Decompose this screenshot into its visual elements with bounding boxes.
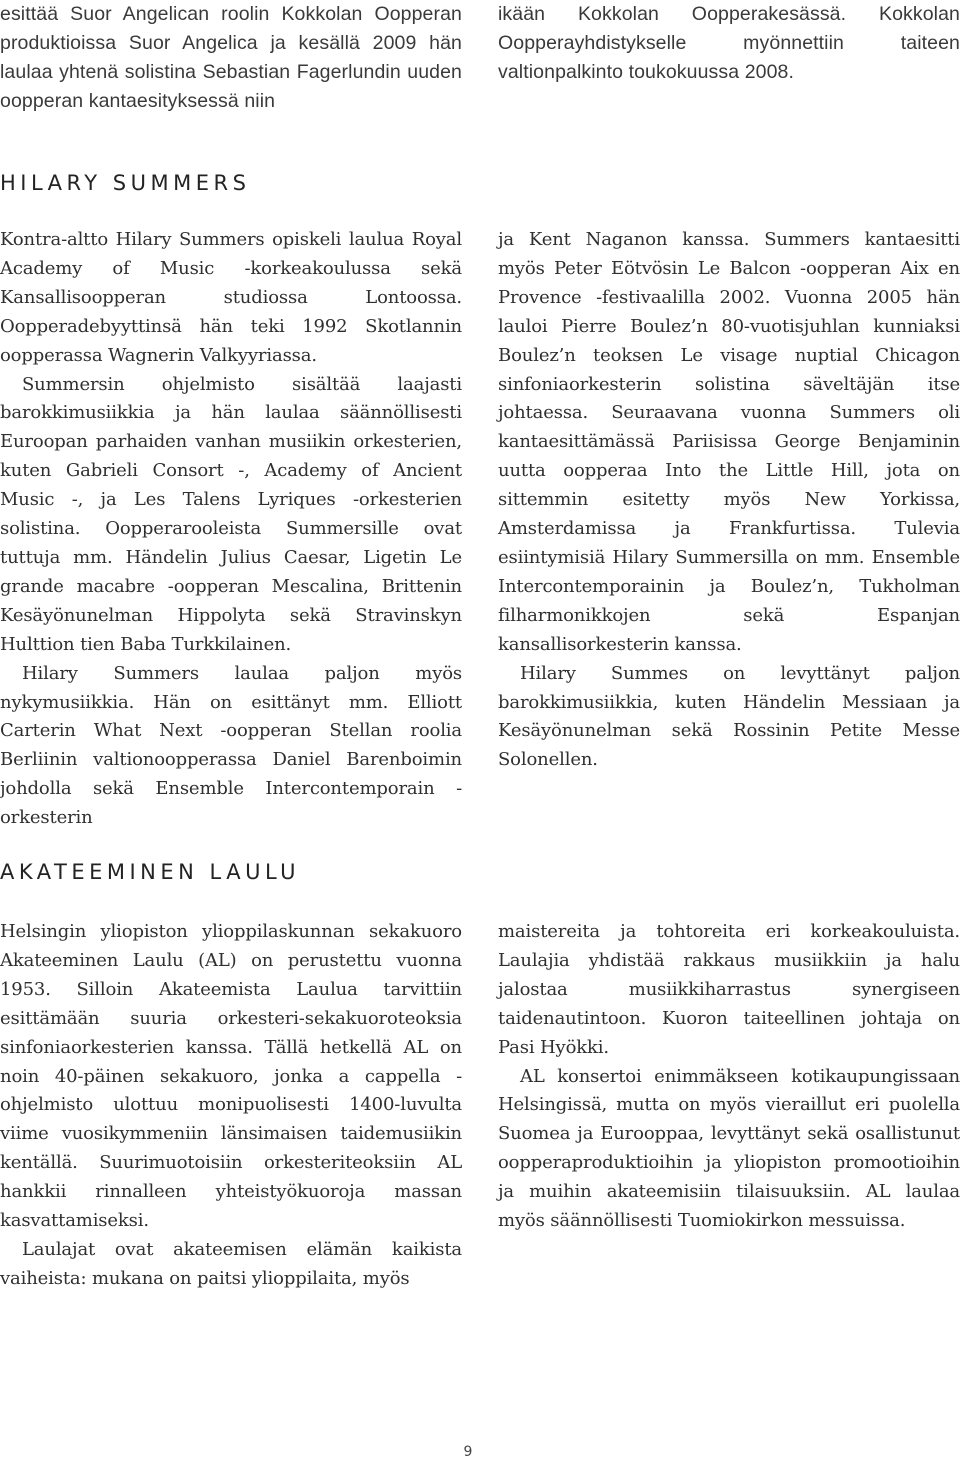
summers-left-column [0, 226, 462, 833]
paragraph: Summersin ohjelmisto sisältää laajasti barokkimusiikkia ja hän laulaa säännöllisesti Euroopan parhaiden vanhan musiikin orkesterien, kuten Gabrieli Consort -, Academy of Ancient Music -, ja Les Talens Lyriques -orkesterien solistina. Oopperarooleista Summersille ovat tuttuja mm. Händelin Julius Caesar, Ligetin Le grande macabre -oopperan Mescalina, Brittenin Kesäyönunelman Hippolyta sekä Stravinskyn Hulttion tien Baba Turkkilainen. [0, 373, 462, 655]
laulu-left-column [0, 918, 462, 1294]
paragraph: maistereita ja tohtoreita eri korkeakouluista. Laulajia yhdistää rakkaus musiikkiin ja halu jalostaa musiikkiharrastus synergiseen taidenautintoon. Kuoron taiteellinen johtaja on Pasi Hyökki. [498, 921, 960, 1058]
paragraph: Laulajat ovat akateemisen elämän kaikista vaiheista: mukana on paitsi ylioppilaita, myös [0, 1238, 462, 1289]
intro-left-column [0, 0, 462, 116]
intro-right-column [498, 0, 960, 116]
section-heading-akateeminen-laulu: AKATEEMINEN LAULU [0, 860, 300, 884]
summers-right-column [498, 226, 960, 833]
section-heading-hilary-summers: HILARY SUMMERS [0, 171, 251, 195]
paragraph: ikään Kokkolan Oopperakesässä. Kokkolan Oopperayhdistykselle myönnettiin taiteen valtionpalkinto toukokuussa 2008. [498, 3, 960, 83]
page-number: 9 [463, 1444, 473, 1460]
paragraph: ja Kent Naganon kanssa. Summers kantaesitti myös Peter Eötvösin Le Balcon -oopperan Aix en Provence -festivaalilla 2002. Vuonna 2005 hän lauloi Pierre Boulez’n 80-vuotisjuhlan kunniaksi Boulez’n teoksen Le visage nuptial Chicagon sinfoniaorkesterin solistina säveltäjän itse johtaessa. Seuraavana vuonna Summers oli kantaesittämässä Pariisissa George Benjaminin uutta oopperaa Into the Little Hill, jota on sittemmin esitetty myös New Yorkissa, Amsterdamissa ja Frankfurtissa. Tulevia esiintymisiä Hilary Summersilla on mm. Ensemble Intercontemporainin ja Boulez’n, Tukholman filharmonikkojen sekä Espanjan kansallisorkesterin kanssa. [498, 229, 960, 655]
intro-section [0, 0, 960, 116]
paragraph: Helsingin yliopiston ylioppilaskunnan sekakuoro Akateeminen Laulu (AL) on perustettu vuonna 1953. Silloin Akateemista Laulua tarvittiin esittämään suuria orkesteri-sekakuoroteoksia sinfoniaorkesterien kanssa. Tällä hetkellä AL on noin 40-päinen sekakuoro, jonka a cappella -ohjelmisto ulottuu monipuolisesti 1400-luvulta viime vuosikymmeniin länsimaisen taidemusiikin kentällä. Suurimuotoisiin orkesteriteoksiin AL hankkii rinnalleen yhteistyökuoroja massan kasvattamiseksi. [0, 921, 462, 1232]
laulu-right-column [498, 918, 960, 1294]
paragraph: Hilary Summes on levyttänyt paljon barokkimusiikkia, kuten Händelin Messiaan ja Kesäyönunelman sekä Rossinin Petite Messe Solonellen. [498, 662, 960, 771]
paragraph: esittää Suor Angelican roolin Kokkolan Oopperan produktioissa Suor Angelica ja kesällä 2009 hän laulaa yhtenä solistina Sebastian Fagerlundin uuden oopperan kantaesityksessä niin [0, 3, 462, 112]
hilary-summers-section [0, 226, 960, 833]
paragraph: Kontra-altto Hilary Summers opiskeli laulua Royal Academy of Music -korkeakoulussa sekä Kansallisoopperan studiossa Lontoossa. Oopperadebyyttinsä hän teki 1992 Skotlannin oopperassa Wagnerin Valkyyriassa. [0, 229, 462, 366]
paragraph: Hilary Summers laulaa paljon myös nykymusiikkia. Hän on esittänyt mm. Elliott Carterin What Next -oopperan Stellan roolia Berliinin valtionoopperassa Daniel Barenboimin johdolla sekä Ensemble Intercontemporain -orkesterin [0, 662, 462, 829]
akateeminen-laulu-section [0, 918, 960, 1294]
paragraph: AL konsertoi enimmäkseen kotikaupungissaan Helsingissä, mutta on myös vieraillut eri puolella Suomea ja Eurooppaa, levyttänyt sekä osallistunut oopperaproduktioihin ja yliopiston promootioihin ja muihin akateemisiin tilaisuuksiin. AL laulaa myös säännöllisesti Tuomiokirkon messuissa. [498, 1065, 960, 1232]
